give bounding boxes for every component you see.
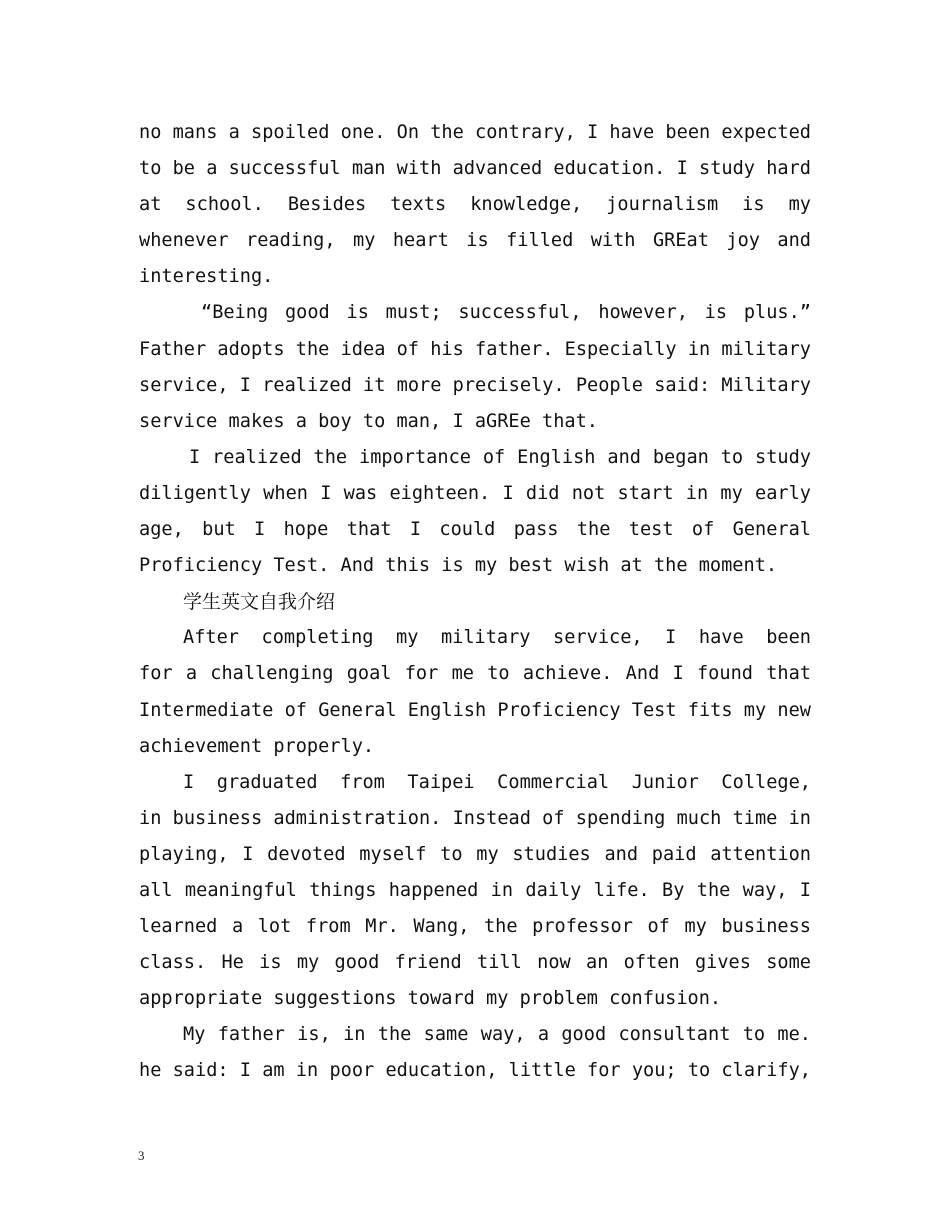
text-line: playing, I devoted myself to my studies and paid attention [139,843,811,865]
text-line: for a challenging goal for me to achieve. And I found that [139,663,811,685]
text-line: Father adopts the idea of his father. Especially in military [139,338,811,360]
text-line: I graduated from Taipei Commercial Junior College, [183,771,811,793]
text-line: service makes a boy to man, I aGREe that. [139,410,598,432]
text-line: class. He is my good friend till now an often gives some [139,952,811,974]
text-line: he said: I am in poor education, little for you; to clarify, [139,1060,811,1082]
section-heading: 学生英文自我介绍 [183,591,336,614]
text-line: service, I realized it more precisely. People said: Military [139,374,811,396]
document-body [139,115,811,1090]
text-line: diligently when I was eighteen. I did not start in my early [139,482,811,504]
text-line: age, but I hope that I could pass the test of General [139,519,811,541]
text-line: After completing my military service, I have been [183,627,811,649]
text-line: at school. Besides texts knowledge, journalism is my [139,194,811,216]
text-line: to be a successful man with advanced education. I study hard [139,158,811,180]
text-line: no mans a spoiled one. On the contrary, I have been expected [139,122,811,143]
text-line: whenever reading, my heart is filled with GREat joy and [139,230,811,252]
page-number: 3 [138,1148,145,1163]
text-line: appropriate suggestions toward my problem confusion. [139,988,722,1010]
text-line: “Being good is must; successful, however, is plus.” [201,302,811,324]
text-line: Proficiency Test. And this is my best wish at the moment. [139,555,778,577]
text-line: My father is, in the same way, a good consultant to me. [183,1024,811,1046]
text-line: all meaningful things happened in daily life. By the way, I [139,879,811,901]
text-line: Intermediate of General English Proficiency Test fits my new [139,699,811,721]
text-line: achievement properly. [139,735,375,757]
text-line: interesting. [139,266,274,288]
text-line: I realized the importance of English and began to study [189,446,811,468]
text-line: in business administration. Instead of spending much time in [139,807,811,829]
text-line: learned a lot from Mr. Wang, the professor of my business [139,916,811,938]
